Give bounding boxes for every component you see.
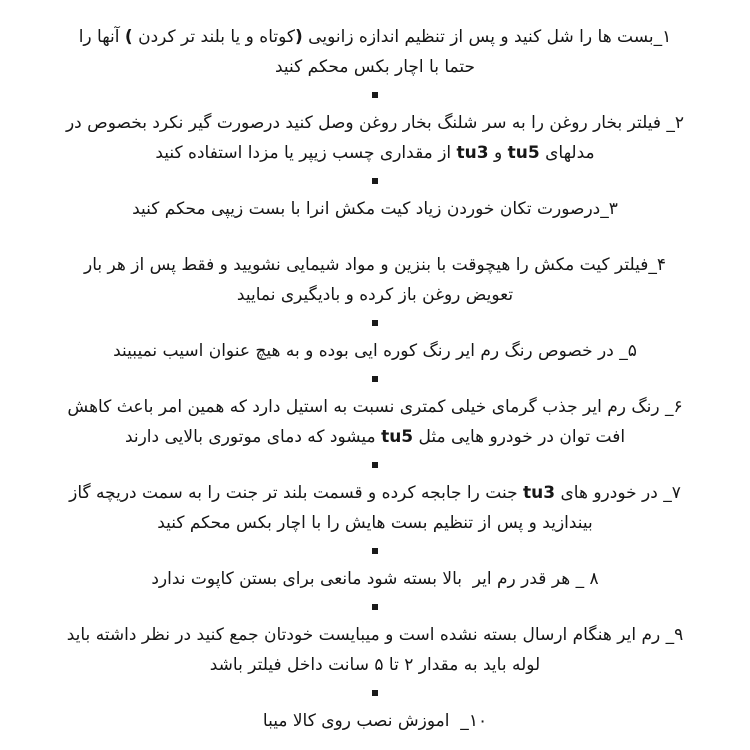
bold-text-segment: tu5 (381, 427, 414, 447)
instruction-item-9-line-1 (12, 620, 738, 650)
bullet-separator (12, 538, 738, 564)
instruction-item-2 (12, 108, 738, 168)
bold-text-segment: tu5 (507, 143, 540, 163)
instruction-item-1 (12, 22, 738, 82)
text-segment: ۴_فیلتر کیت مکش را هیچوقت با بنزین و مواد شیمایی نشویید و فقط پس از هر بار (83, 255, 667, 275)
text-segment: ۶_ رنگ رم ایر جذب گرمای خیلی کمتری نسبت به استیل دارد که همین امر باعث کاهش (67, 397, 683, 417)
square-bullet-icon (372, 462, 378, 468)
text-segment: ۱_بست ها را شل کنید و پس از تنظیم اندازه زانویی (302, 27, 672, 47)
square-bullet-icon (372, 376, 378, 382)
instruction-item-7-line-2 (12, 508, 738, 538)
bullet-separator (12, 452, 738, 478)
instruction-item-6-line-1 (12, 392, 738, 422)
instruction-item-4-line-2 (12, 280, 738, 310)
square-bullet-icon (372, 604, 378, 610)
text-segment: ۳_درصورت تکان خوردن زیاد کیت مکش انرا با بست زیپی محکم کنید (132, 199, 618, 219)
instruction-item-4 (12, 250, 738, 310)
bold-text-segment: ) (124, 27, 133, 47)
instruction-item-7-line-1 (12, 478, 738, 508)
square-bullet-icon (372, 690, 378, 696)
text-segment: ۸ _ هر قدر رم ایر بالا بسته شود مانعی برای بستن کاپوت ندارد (151, 569, 599, 589)
square-bullet-icon (372, 548, 378, 554)
instruction-item-6 (12, 392, 738, 452)
instruction-item-8 (12, 564, 738, 594)
square-bullet-icon (372, 92, 378, 98)
bullet-separator (12, 82, 738, 108)
text-segment: کوتاه و یا بلند تر کردن (132, 27, 295, 47)
bullet-separator (12, 168, 738, 194)
instruction-item-5-line-1 (12, 336, 738, 366)
instruction-item-9 (12, 620, 738, 680)
bullet-separator (12, 594, 738, 620)
instruction-item-10-line-1 (12, 706, 738, 736)
bold-text-segment: ( (295, 27, 303, 47)
text-segment: بیندازید و پس از تنظیم بست هایش را با اچار بکس محکم کنید (157, 513, 593, 533)
text-segment: ۵_ در خصوص رنگ رم ایر رنگ کوره ایی بوده و به هیچ عنوان اسیب نمیبیند (113, 341, 637, 361)
instruction-item-1-line-1 (12, 22, 738, 52)
square-bullet-icon (372, 178, 378, 184)
bullet-separator (12, 310, 738, 336)
text-segment: از مقداری چسب زیپر یا مزدا استفاده کنید (155, 143, 457, 163)
instruction-item-3 (12, 194, 738, 224)
square-bullet-icon (372, 320, 378, 326)
text-segment: مدلهای (539, 143, 595, 163)
blank-separator (12, 224, 738, 250)
text-segment: جنت را جابجه کرده و قسمت بلند تر جنت را به سمت دریچه گاز (69, 483, 524, 503)
instruction-item-2-line-1 (12, 108, 738, 138)
instruction-item-2-line-2 (12, 138, 738, 168)
text-segment: ۷_ در خودرو های (555, 483, 681, 503)
instruction-item-9-line-2 (12, 650, 738, 680)
text-segment: ۲_ فیلتر بخار روغن را به سر شلنگ بخار روغن وصل کنید درصورت گیر نکرد بخصوص در (65, 113, 685, 133)
bold-text-segment: tu3 (456, 143, 489, 163)
instruction-item-10 (12, 706, 738, 736)
instruction-item-5 (12, 336, 738, 366)
bullet-separator (12, 366, 738, 392)
text-segment: افت توان در خودرو هایی مثل (413, 427, 626, 447)
instruction-item-6-line-2 (12, 422, 738, 452)
instruction-item-8-line-1 (12, 564, 738, 594)
text-segment: ۹_ رم ایر هنگام ارسال بسته نشده است و میبایست خودتان جمع کنید در نظر داشته باید (66, 625, 684, 645)
text-segment: حتما با اچار بکس محکم کنید (274, 57, 476, 77)
instruction-item-7 (12, 478, 738, 538)
bold-text-segment: tu3 (523, 483, 556, 503)
instruction-item-3-line-1 (12, 194, 738, 224)
text-segment: ۱۰_ اموزش نصب روی کالا میبا (262, 711, 488, 731)
instruction-item-1-line-2 (12, 52, 738, 82)
text-segment: لوله باید به مقدار ۲ تا ۵ سانت داخل فیلتر باشد (209, 655, 541, 675)
bullet-separator (12, 680, 738, 706)
text-segment: میشود که دمای موتوری بالایی دارند (124, 427, 382, 447)
text-segment: آنها را (78, 27, 125, 47)
instruction-item-4-line-1 (12, 250, 738, 280)
text-segment: تعویض روغن باز کرده و بادیگیری نمایید (236, 285, 514, 305)
text-segment: و (488, 143, 508, 163)
